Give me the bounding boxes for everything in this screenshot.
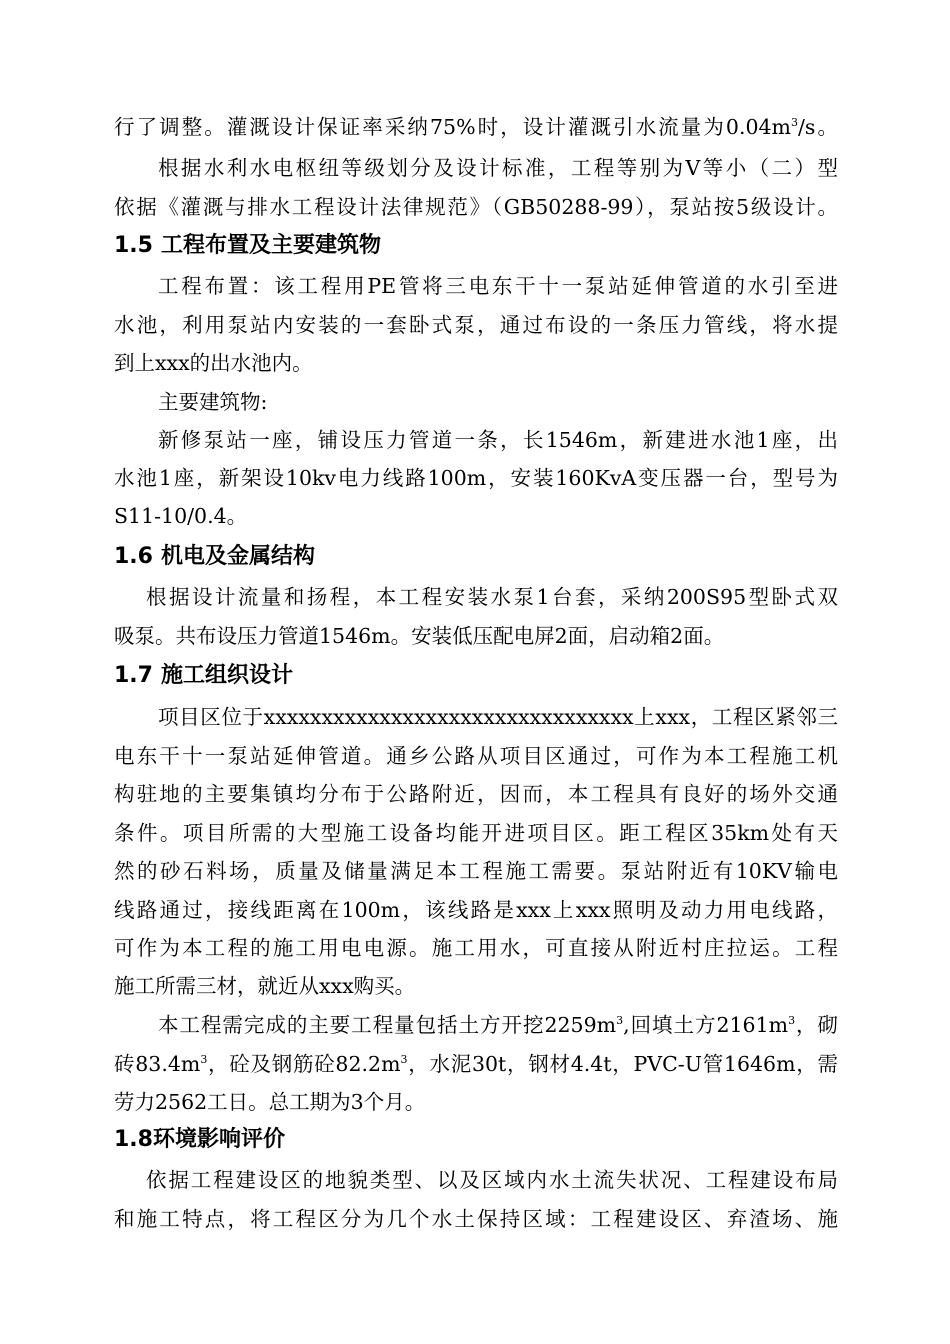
section-title: 机电及金属结构 xyxy=(160,544,315,569)
section-number: 1.6 xyxy=(114,544,153,569)
text-line: 项目区位于xxxxxxxxxxxxxxxxxxxxxxxxxxxxxxxx上xxx，工程区紧邻三 xyxy=(158,705,838,729)
section-title: 工程布置及主要建筑物 xyxy=(160,233,381,258)
text-line: 劳力2562工日。总工期为3个月。 xyxy=(114,1090,426,1114)
section-heading-1-8 xyxy=(114,1118,838,1162)
text-line: 新修泵站一座，铺设压力管道一条，长1546m，新建进水池1座，出 xyxy=(158,428,838,452)
section-heading-1-7 xyxy=(114,654,838,698)
text-line: 依据工程建设区的地貌类型、以及区域内水土流失状况、工程建设布局 xyxy=(146,1168,838,1192)
text-line: 到上xxx的出水池内。 xyxy=(114,351,313,375)
section-title: 环境影响评价 xyxy=(152,1127,285,1152)
text-line: 依据《灌溉与排水工程设计法律规范》（GB50288-99），泵站按5级设计。 xyxy=(114,195,838,219)
section-number: 1.8 xyxy=(114,1127,153,1152)
section-title: 施工组织设计 xyxy=(160,663,293,688)
section-number: 1.7 xyxy=(114,663,153,688)
text-line: 条件。项目所需的大型施工设备均能开进项目区。距工程区35km处有天 xyxy=(114,821,838,845)
text-line: S11-10/0.4。 xyxy=(114,504,248,528)
text-line: 和施工特点，将工程区分为几个水土保持区域：工程建设区、弃渣场、施 xyxy=(114,1207,838,1231)
text-line: 本工程需完成的主要工程量包括土方开挖$2259m^3$,回填土方$2161m^3$，砌 xyxy=(158,1013,838,1037)
section-heading-1-6 xyxy=(114,535,838,579)
text-line: 根据水利水电枢纽等级划分及设计标准，工程等别为Ⅴ等小（二）型 xyxy=(158,156,838,180)
text-line: 根据设计流量和扬程，本工程安装水泵1台套，采纳200S95型卧式双 xyxy=(146,585,838,609)
text-line: 水池1座，新架设10kv电力线路100m，安装160KvA变压器一台，型号为 xyxy=(114,466,838,490)
text-line: 砖$83.4m^3$，砼及钢筋砼$82.2m^3$，水泥30t，钢材4.4t，PVC-U管1646m，需 xyxy=(114,1052,838,1076)
text-line: 可作为本工程的施工用电电源。施工用水，可直接从附近村庄拉运。工程 xyxy=(114,936,838,960)
section-number: 1.5 xyxy=(114,233,153,258)
text-line: 工程布置：该工程用PE管将三电东干十一泵站延伸管道的水引至进 xyxy=(158,274,838,298)
text-line: 主要建筑物: xyxy=(158,390,268,414)
text-line: 电东干十一泵站延伸管道。通乡公路从项目区通过，可作为本工程施工机 xyxy=(114,744,838,768)
text-line: 线路通过，接线距离在100m，该线路是xxx上xxx照明及动力用电线路， xyxy=(114,898,838,922)
text-line: 施工所需三材，就近从xxx购买。 xyxy=(114,974,416,998)
text-line: 然的砂石料场，质量及储量满足本工程施工需要。泵站附近有10KV输电 xyxy=(114,859,838,883)
text-line: 水池，利用泵站内安装的一套卧式泵，通过布设的一条压力管线，将水提 xyxy=(114,313,838,337)
section-heading-1-5 xyxy=(114,224,838,268)
text-line: 行了调整。灌溉设计保证率采纳75%时，设计灌溉引水流量为$0.04m^3/s$。 xyxy=(114,115,838,139)
text-line: 吸泵。共布设压力管道1546m。安装低压配电屏2面，启动箱2面。 xyxy=(114,624,725,648)
text-line: 构驻地的主要集镇均分布于公路附近，因而，本工程具有良好的场外交通 xyxy=(114,782,838,806)
